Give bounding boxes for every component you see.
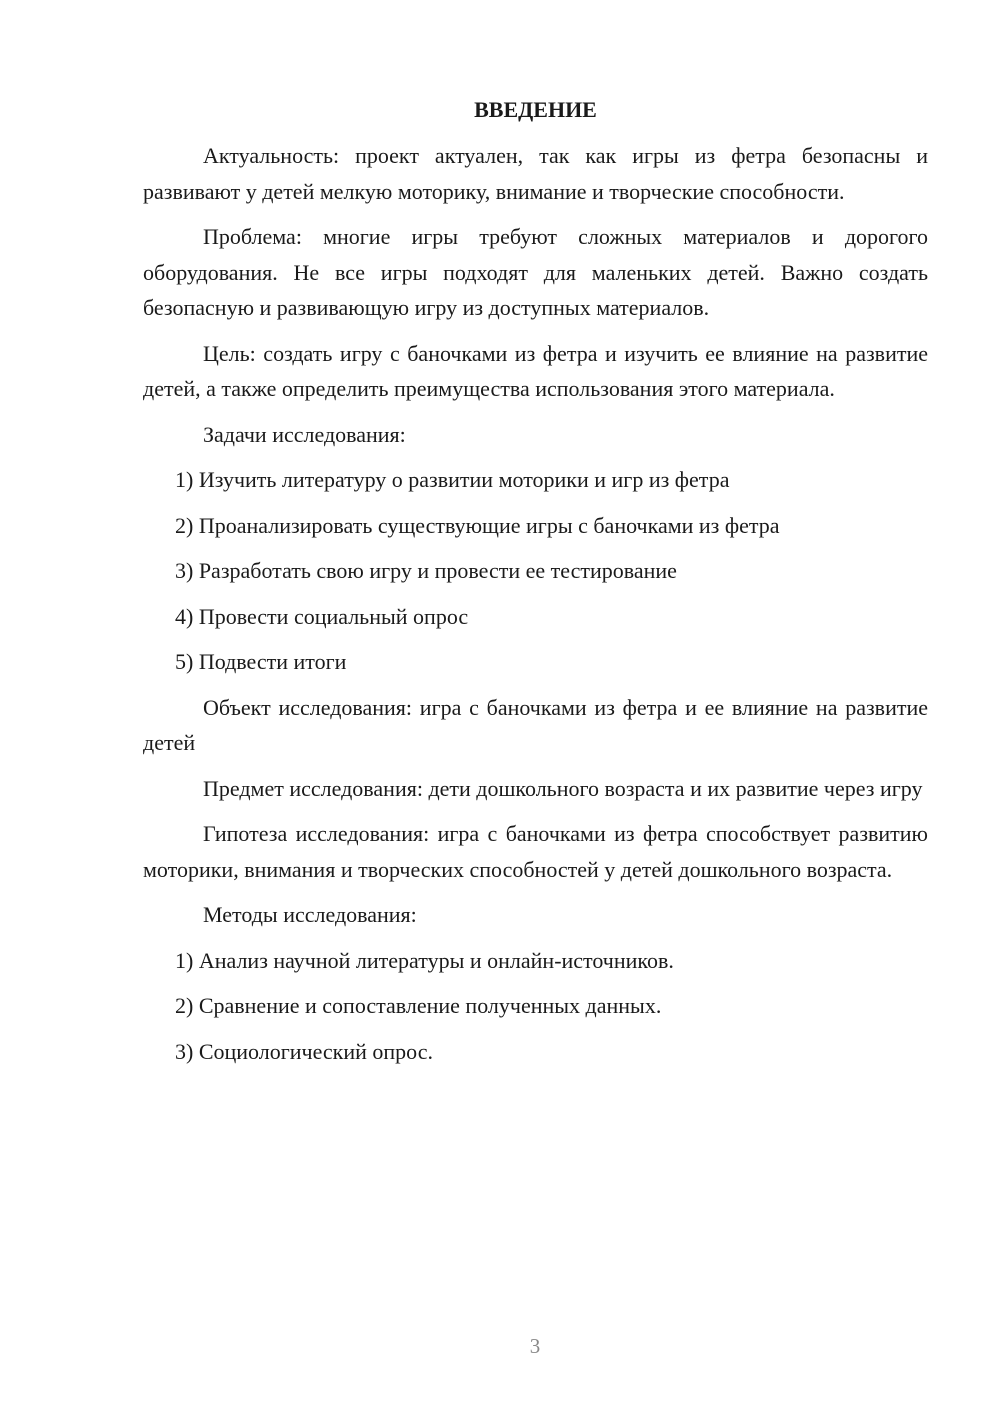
hypothesis-paragraph: Гипотеза исследования: игра с баночками из фетра способствует развитию моторики, внимания и творческих способностей у детей дошкольного возраста.	[143, 821, 928, 882]
list-item: 5) Подвести итоги	[175, 649, 347, 674]
methods-list	[143, 943, 928, 1070]
list-item: 2) Сравнение и сопоставление полученных данных.	[175, 993, 662, 1018]
subject-paragraph: Предмет исследования: дети дошкольного возраста и их развитие через игру	[203, 775, 923, 801]
list-item: 1) Анализ научной литературы и онлайн-источников.	[175, 947, 674, 973]
list-item: 1) Изучить литературу о развитии моторики и игр из фетра	[175, 467, 730, 492]
object-paragraph: Объект исследования: игра с баночками из фетра и ее влияние на развитие детей	[143, 694, 928, 755]
tasks-heading: Задачи исследования:	[203, 421, 406, 447]
methods-heading: Методы исследования:	[203, 902, 417, 927]
document-page	[143, 92, 928, 1079]
relevance-paragraph: Актуальность: проект актуален, так как игры из фетра безопасны и развивают у детей мелкую моторику, внимание и творческие способности.	[143, 143, 928, 204]
list-item: 2) Проанализировать существующие игры с баночками из фетра	[175, 512, 780, 538]
list-item: 4) Провести социальный опрос	[175, 603, 469, 629]
tasks-list	[143, 462, 928, 680]
page-number: 3	[529, 1334, 541, 1358]
list-item: 3) Разработать свою игру и провести ее тестирование	[175, 558, 677, 583]
list-item: 3) Социологический опрос.	[175, 1038, 433, 1064]
problem-paragraph: Проблема: многие игры требуют сложных материалов и дорогого оборудования. Не все игры подходят для маленьких детей. Важно создать безопасную и развивающую игру из доступных материалов.	[143, 224, 928, 320]
goal-paragraph: Цель: создать игру с баночками из фетра и изучить ее влияние на развитие детей, а также определить преимущества использования этого материала.	[143, 340, 928, 401]
page-title: ВВЕДЕНИЕ	[474, 97, 597, 122]
